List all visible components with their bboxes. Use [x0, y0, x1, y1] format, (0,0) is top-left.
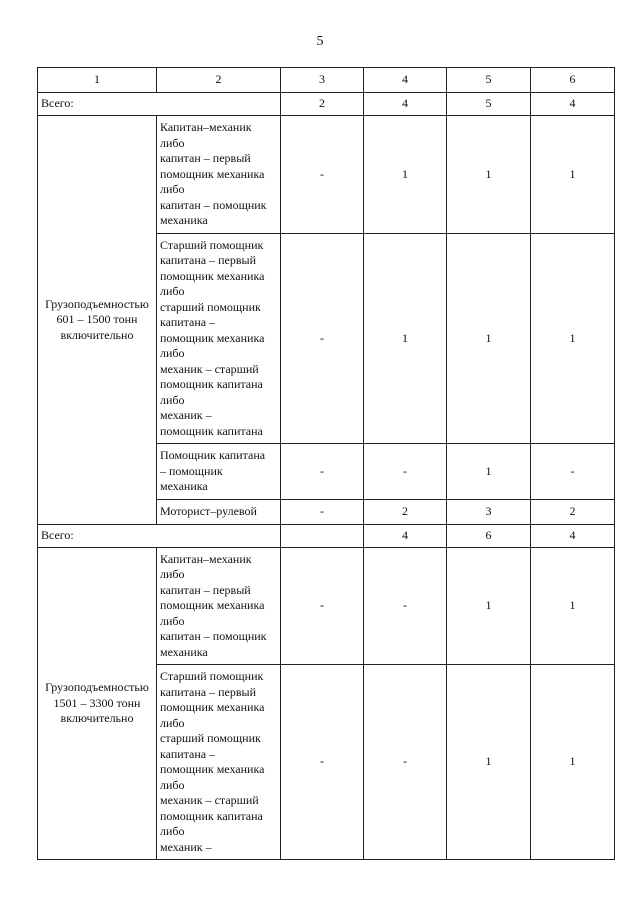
total-value: 4 [531, 524, 615, 547]
position-line: помощник механика [160, 330, 265, 345]
tonnage-group-cell [38, 547, 157, 860]
total-value: 2 [281, 93, 364, 116]
total-row [38, 524, 615, 547]
header-cell: 6 [531, 68, 615, 93]
position-line: либо [160, 284, 185, 298]
position-cell [157, 233, 281, 444]
tonnage-group-cell [38, 116, 157, 525]
value-cell: - [364, 547, 447, 665]
total-value: 4 [364, 524, 447, 547]
position-line: механик – старший [160, 793, 259, 807]
value-cell: - [364, 444, 447, 500]
group-line: включительно [60, 327, 134, 342]
table-row [38, 116, 615, 234]
value-cell: - [281, 499, 364, 524]
group-line: 601 – 1500 тонн [56, 312, 138, 326]
value-cell: 1 [447, 547, 531, 665]
group-line: 1501 – 3300 тонн [53, 695, 141, 710]
value-cell: - [281, 444, 364, 500]
value-cell: 2 [364, 499, 447, 524]
position-line: либо [160, 613, 185, 628]
value-cell: - [281, 116, 364, 234]
total-value: 4 [364, 93, 447, 116]
total-label: Всего: [38, 524, 281, 547]
value-cell: - [364, 665, 447, 860]
position-line: помощник капитана [160, 377, 263, 391]
position-line: либо [160, 567, 185, 581]
value-cell: - [531, 444, 615, 500]
value-cell: 1 [447, 233, 531, 444]
value-cell: 2 [531, 499, 615, 524]
position-line: либо [160, 135, 185, 150]
header-cell: 3 [281, 68, 364, 93]
total-value [281, 524, 364, 547]
position-line: либо [160, 777, 185, 792]
position-line: механика [160, 644, 208, 659]
total-value: 6 [447, 524, 531, 547]
position-line: механика [160, 213, 208, 227]
value-cell: 1 [364, 233, 447, 444]
position-line: Капитан–механик [160, 120, 252, 134]
value-cell: 1 [531, 116, 615, 234]
position-line: помощник капитана [160, 423, 263, 438]
header-cell: 1 [38, 68, 157, 93]
position-line: капитан – помощник [160, 629, 267, 643]
value-cell: 1 [364, 116, 447, 234]
position-line: Помощник капитана [160, 448, 266, 462]
value-cell: 1 [531, 547, 615, 665]
position-line: капитана – [160, 746, 216, 761]
position-line: помощник капитана [160, 808, 263, 823]
position-line: капитана – первый [160, 684, 257, 699]
position-line: помощник механика [160, 700, 265, 714]
position-line: либо [160, 715, 185, 730]
page-number: 5 [316, 34, 324, 49]
value-cell: 1 [531, 665, 615, 860]
position-cell [157, 499, 281, 524]
value-cell: 1 [447, 444, 531, 500]
position-line: Моторист–рулевой [160, 503, 257, 518]
position-line: либо [160, 392, 185, 407]
position-line: капитана – [160, 315, 216, 329]
value-cell: 3 [447, 499, 531, 524]
position-line: помощник механика [160, 762, 265, 776]
total-row [38, 93, 615, 116]
header-cell: 4 [364, 68, 447, 93]
position-line: – помощник [160, 463, 223, 478]
group-line: Грузоподъемностью [45, 680, 149, 694]
position-line: либо [160, 182, 185, 196]
header-cell: 5 [447, 68, 531, 93]
group-line: Грузоподъемностью [45, 296, 149, 311]
position-line: капитан – первый [160, 582, 251, 597]
header-row [38, 68, 615, 93]
position-line: старший помощник [160, 731, 261, 745]
position-line: механик – [160, 408, 212, 422]
position-line: помощник механика [160, 598, 265, 612]
position-line: помощник механика [160, 268, 265, 283]
position-line: капитана – первый [160, 253, 257, 267]
total-value: 4 [531, 93, 615, 116]
position-line: механика [160, 479, 208, 493]
value-cell: - [281, 547, 364, 665]
value-cell: 1 [447, 665, 531, 860]
position-cell [157, 116, 281, 234]
position-line: Старший помощник [160, 669, 264, 683]
position-cell [157, 444, 281, 500]
value-cell: 1 [531, 233, 615, 444]
position-line: старший помощник [160, 299, 261, 314]
value-cell: - [281, 665, 364, 860]
position-line: Капитан–механик [160, 551, 252, 566]
position-line: либо [160, 346, 185, 360]
position-line: капитан – первый [160, 151, 251, 165]
group-line: включительно [60, 711, 134, 725]
value-cell: 1 [447, 116, 531, 234]
position-line: Старший помощник [160, 237, 264, 252]
position-cell [157, 547, 281, 665]
total-label: Всего: [38, 93, 281, 116]
position-line: механик – [160, 839, 212, 854]
crew-staffing-table [37, 67, 615, 860]
header-cell: 2 [157, 68, 281, 93]
position-line: либо [160, 824, 185, 838]
position-line: помощник механика [160, 166, 265, 181]
table-row [38, 547, 615, 665]
position-line: капитан – помощник [160, 197, 267, 212]
value-cell: - [281, 233, 364, 444]
total-value: 5 [447, 93, 531, 116]
position-line: механик – старший [160, 361, 259, 376]
position-cell [157, 665, 281, 860]
